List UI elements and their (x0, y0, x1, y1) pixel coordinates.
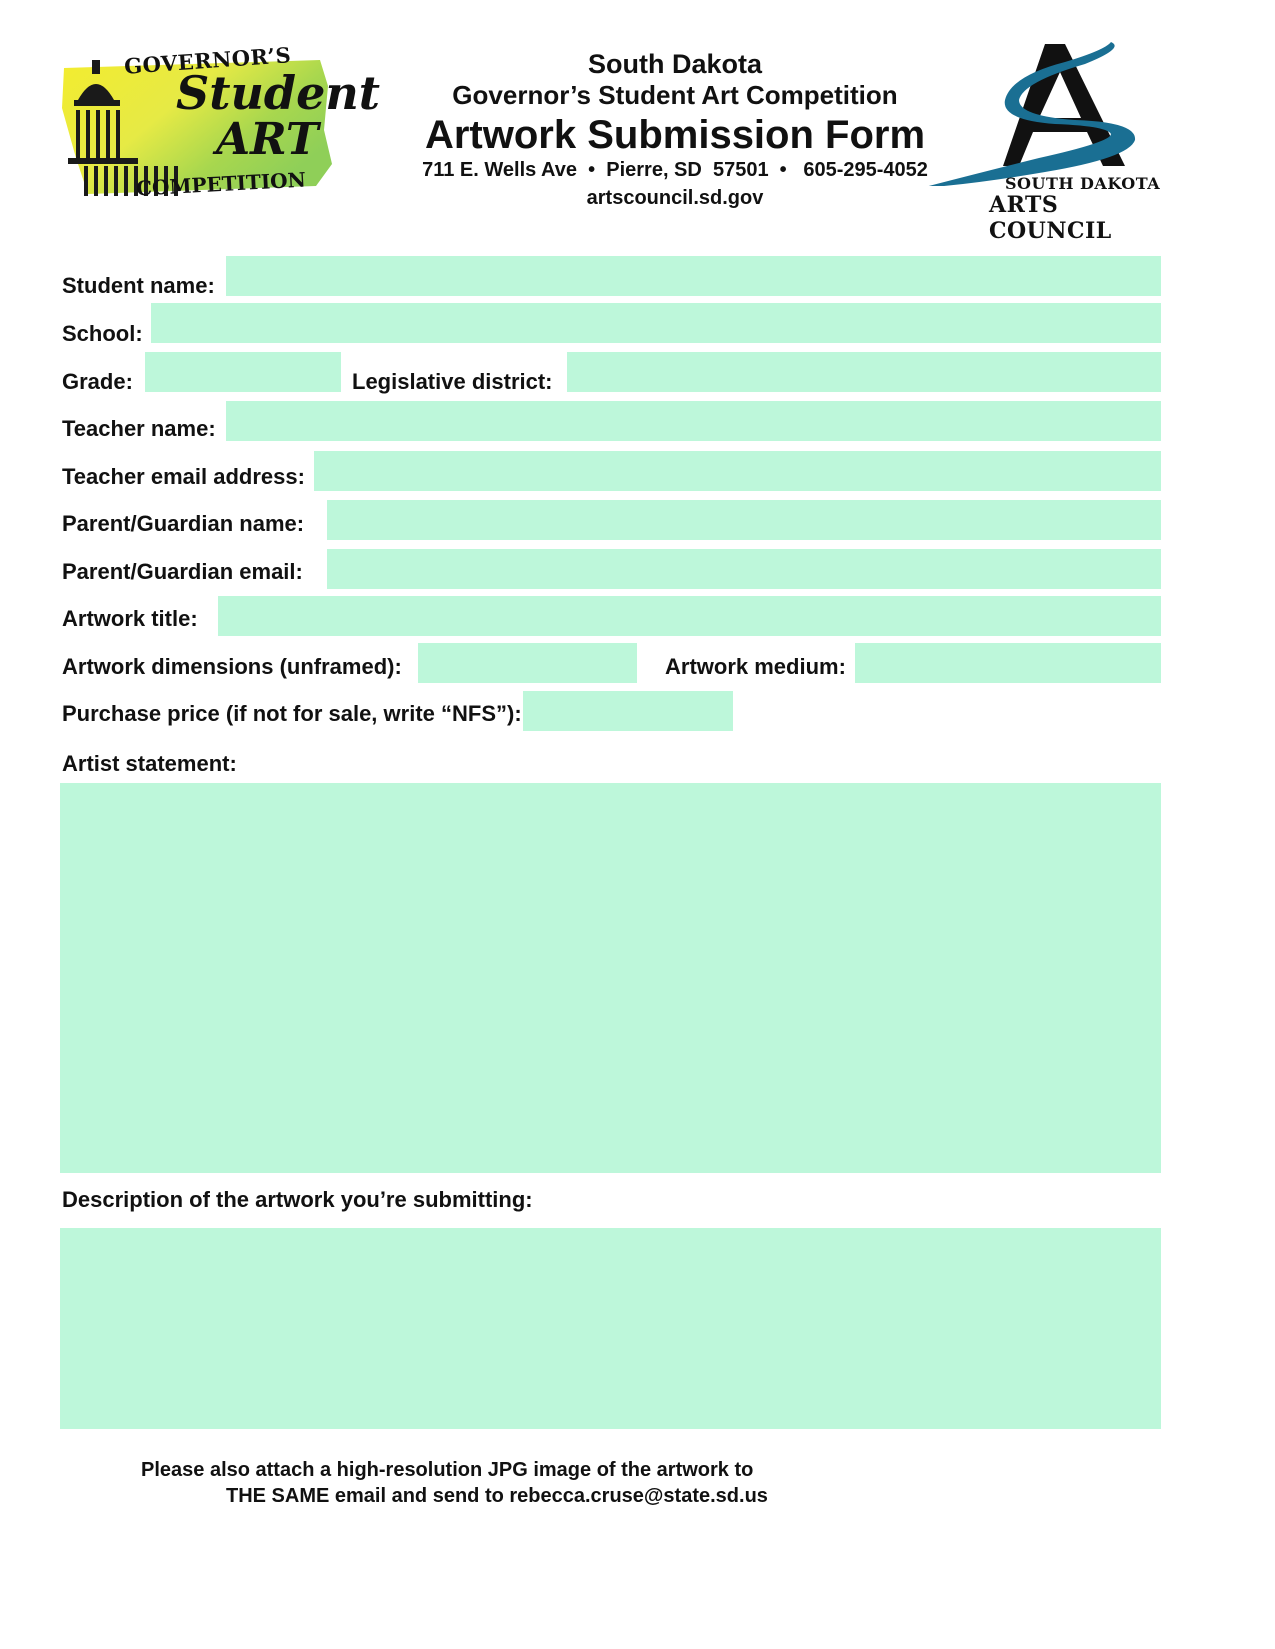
school-field[interactable] (151, 303, 1161, 343)
parent-email-field[interactable] (327, 549, 1161, 589)
artwork-dimensions-label: Artwork dimensions (unframed): (62, 654, 402, 679)
artist-statement-field[interactable] (60, 783, 1161, 1173)
teacher-email-label: Teacher email address: (62, 464, 305, 489)
header-website: artscouncil.sd.gov (586, 187, 764, 209)
artwork-medium-label: Artwork medium: (665, 654, 846, 679)
footer-line-1: Please also attach a high-resolution JPG image of the artwork to (141, 1459, 754, 1481)
footer-line-2: THE SAME email and send to rebecca.cruse@state.sd.us (226, 1485, 768, 1507)
parent-email-label: Parent/Guardian email: (62, 559, 303, 584)
teacher-name-field[interactable] (226, 401, 1161, 441)
header-address: 711 E. Wells Ave • Pierre, SD 57501 • 605-295-4052 (422, 159, 928, 181)
parent-name-label: Parent/Guardian name: (62, 511, 305, 536)
parent-name-field[interactable] (327, 500, 1161, 540)
student-name-field[interactable] (226, 256, 1161, 296)
school-label: School: (62, 321, 143, 346)
header-state: South Dakota (587, 49, 762, 79)
description-field[interactable] (60, 1228, 1161, 1429)
sdac-logo (915, 36, 1175, 244)
artwork-medium-field[interactable] (855, 643, 1161, 683)
purchase-price-field[interactable] (523, 691, 733, 731)
sdac-logo-south-dakota: SOUTH DAKOTA (1005, 174, 1161, 193)
sdac-logo-graphic (915, 36, 1175, 186)
teacher-name-label: Teacher name: (62, 416, 216, 441)
gsac-logo (58, 38, 381, 208)
artwork-title-label: Artwork title: (62, 606, 198, 631)
sdac-logo-arts-council: ARTS COUNCIL (989, 192, 1112, 244)
purchase-price-label: Purchase price (if not for sale, write “NFS”): (62, 701, 522, 726)
header-competition: Governor’s Student Art Competition (452, 80, 898, 110)
page-title: Artwork Submission Form (424, 113, 926, 157)
gsac-logo-art: ART (216, 114, 319, 165)
teacher-email-field[interactable] (314, 451, 1161, 491)
gsac-logo-student: Student (176, 66, 381, 120)
legislative-district-label: Legislative district: (352, 369, 553, 394)
grade-field[interactable] (145, 352, 341, 392)
description-label: Description of the artwork you’re submitting: (62, 1187, 533, 1212)
student-name-label: Student name: (62, 273, 215, 298)
gsac-logo-competition: COMPETITION (135, 167, 307, 201)
artist-statement-label: Artist statement: (62, 751, 237, 776)
legislative-district-field[interactable] (567, 352, 1161, 392)
artwork-dimensions-field[interactable] (418, 643, 637, 683)
artwork-title-field[interactable] (218, 596, 1161, 636)
gsac-logo-governors: GOVERNOR’S (123, 42, 292, 79)
grade-label: Grade: (62, 369, 133, 394)
